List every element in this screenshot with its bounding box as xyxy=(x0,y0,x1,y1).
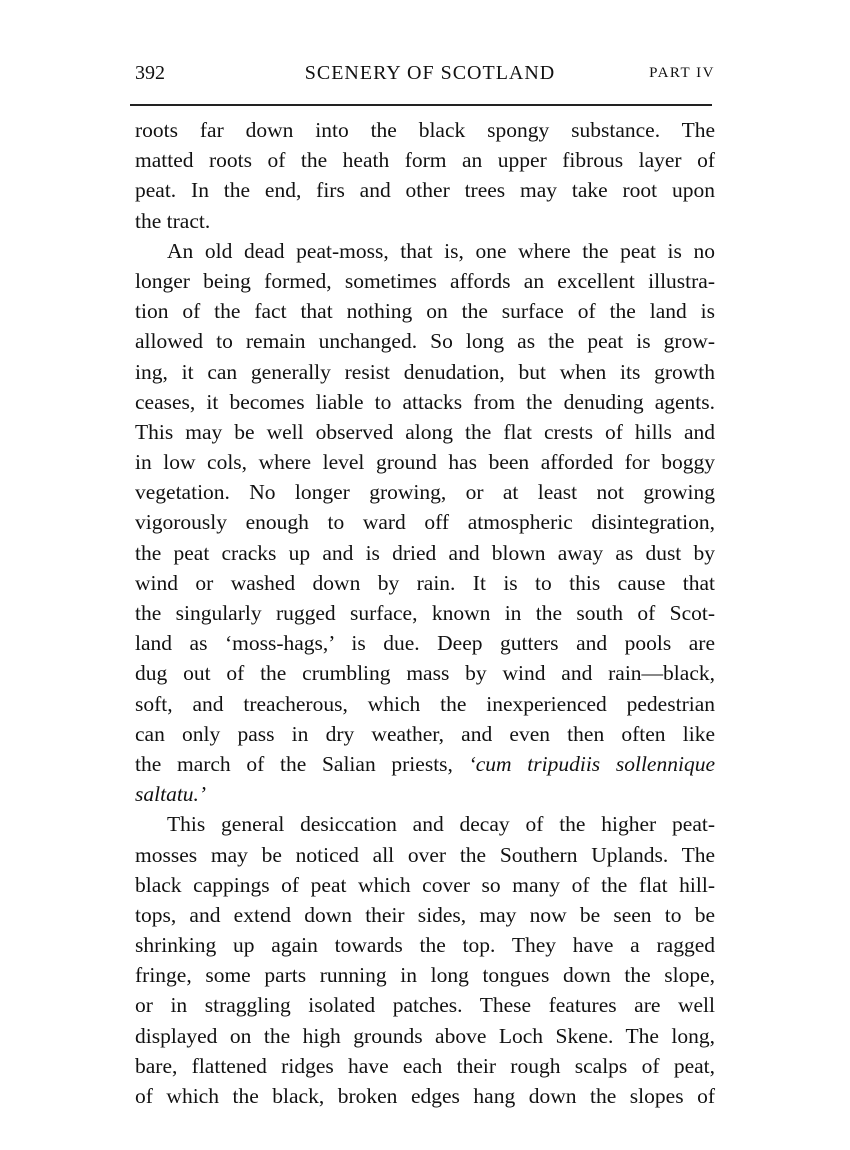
text-line xyxy=(135,749,715,779)
text-line xyxy=(135,568,715,598)
line-text: ceases, it becomes liable to attacks from the denuding agents. xyxy=(135,389,715,414)
line-text: displayed on the high grounds above Loch Skene. The long, xyxy=(135,1023,715,1048)
line-text: or in straggling isolated patches. These features are well xyxy=(135,993,715,1018)
line-text: roots far down into the black spongy substance. The xyxy=(135,118,715,142)
text-line xyxy=(135,1051,715,1081)
text-line xyxy=(135,809,715,839)
text-line xyxy=(135,1021,715,1051)
text-line xyxy=(135,779,715,809)
line-text: land as ‘moss-hags,’ is due. Deep gutters and pools are xyxy=(135,631,715,656)
text-line xyxy=(135,266,715,296)
line-text: dug out of the crumbling mass by wind and rain—black, xyxy=(135,661,715,686)
line-text: bare, flattened ridges have each their rough scalps of peat, xyxy=(135,1053,715,1078)
text-line xyxy=(135,417,715,447)
line-text: ing, it can generally resist denudation, but when its growth xyxy=(135,359,715,384)
text-line xyxy=(135,115,715,145)
text-line xyxy=(135,206,715,236)
line-text: An old dead peat-moss, that is, one where the peat is no xyxy=(167,238,715,263)
line-text: soft, and treacherous, which the inexperienced pedestrian xyxy=(135,691,715,716)
text-line xyxy=(135,447,715,477)
text-line xyxy=(135,175,715,205)
text-line xyxy=(135,960,715,990)
text-line xyxy=(135,719,715,749)
text-line xyxy=(135,628,715,658)
line-text: the peat cracks up and is dried and blown away as dust by xyxy=(135,540,715,565)
header-rule xyxy=(130,104,712,106)
text-line xyxy=(135,900,715,930)
latin-quotation: saltatu.’ xyxy=(135,782,207,807)
text-line xyxy=(135,930,715,960)
text-line xyxy=(135,326,715,356)
page-header xyxy=(135,62,715,92)
text-line xyxy=(135,840,715,870)
line-text: the march of the Salian priests, xyxy=(135,751,469,776)
line-text: This general desiccation and decay of the higher peat- xyxy=(167,812,715,837)
line-text: black cappings of peat which cover so many of the flat hill- xyxy=(135,872,715,897)
text-line xyxy=(135,598,715,628)
line-text: allowed to remain unchanged. So long as the peat is grow- xyxy=(135,329,715,354)
line-text: shrinking up again towards the top. They have a ragged xyxy=(135,933,715,958)
line-text: wind or washed down by rain. It is to this cause that xyxy=(135,570,715,595)
latin-quotation: ‘cum tripudiis sollennique xyxy=(468,751,715,776)
line-text: tops, and extend down their sides, may now be seen to be xyxy=(135,902,715,927)
text-line xyxy=(135,236,715,266)
text-line xyxy=(135,507,715,537)
line-text: longer being formed, sometimes affords an excellent illustra- xyxy=(135,268,715,293)
line-text: can only pass in dry weather, and even then often like xyxy=(135,721,715,746)
text-line xyxy=(135,689,715,719)
line-text: peat. In the end, firs and other trees may take root upon xyxy=(135,178,715,203)
text-line xyxy=(135,387,715,417)
text-line xyxy=(135,296,715,326)
part-label: PART IV xyxy=(649,65,715,81)
text-line xyxy=(135,145,715,175)
text-line xyxy=(135,990,715,1020)
line-text: mosses may be noticed all over the Southern Uplands. The xyxy=(135,842,715,867)
text-line xyxy=(135,1081,715,1111)
text-line xyxy=(135,870,715,900)
line-text: matted roots of the heath form an upper fibrous layer of xyxy=(135,148,715,173)
text-line xyxy=(135,538,715,568)
page-number: 392 xyxy=(135,62,165,84)
line-text: fringe, some parts running in long tongues down the slope, xyxy=(135,963,715,988)
line-text: tion of the fact that nothing on the surface of the land is xyxy=(135,299,715,324)
text-body xyxy=(135,115,715,1111)
line-text: This may be well observed along the flat crests of hills and xyxy=(135,419,715,444)
text-line xyxy=(135,477,715,507)
line-text: the singularly rugged surface, known in the south of Scot- xyxy=(135,601,715,625)
line-text: vegetation. No longer growing, or at least not growing xyxy=(135,480,715,505)
line-text: the tract. xyxy=(135,208,211,233)
running-title: SCENERY OF SCOTLAND xyxy=(304,62,556,84)
line-text: in low cols, where level ground has been afforded for boggy xyxy=(135,450,715,475)
line-text: vigorously enough to ward off atmospheric disintegration, xyxy=(135,510,715,535)
text-line xyxy=(135,658,715,688)
text-line xyxy=(135,357,715,387)
line-text: of which the black, broken edges hang down the slopes of xyxy=(135,1084,715,1108)
